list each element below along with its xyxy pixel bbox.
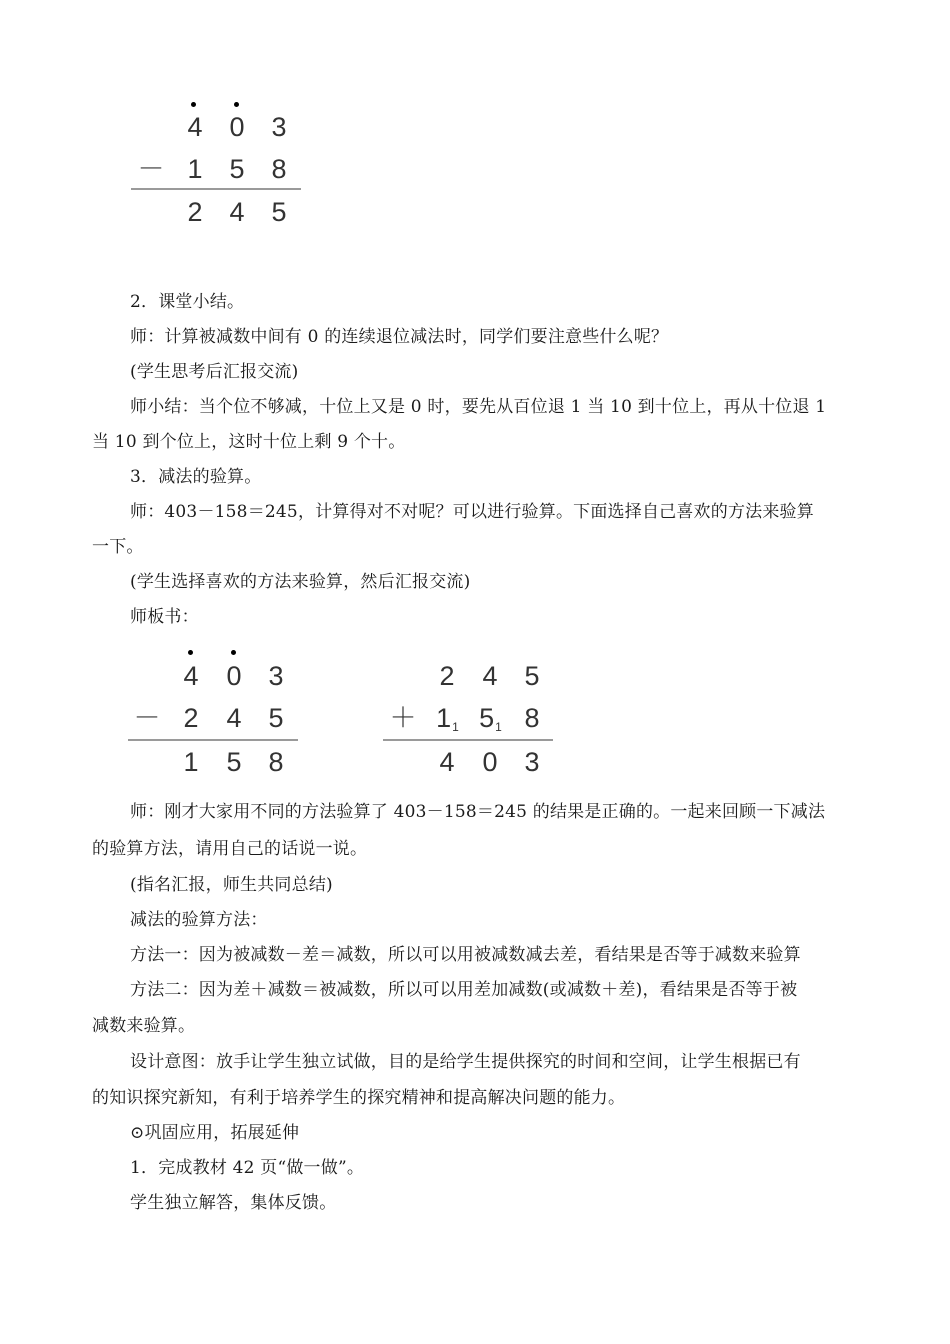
text-line: (指名汇报，师生共同总结) — [130, 875, 333, 895]
carry-mark: 1 — [495, 720, 502, 734]
text-line: 方法二：因为差＋减数＝被减数，所以可以用差加减数(或减数＋差)，看结果是否等于被 — [130, 980, 798, 1000]
digit: 0 — [229, 112, 245, 142]
operator: ＋ — [389, 703, 417, 733]
borrow-dot — [231, 650, 236, 655]
operator: － — [133, 703, 161, 733]
digit: 5 — [479, 703, 495, 733]
digit: 4 — [226, 703, 242, 733]
result-line — [383, 739, 553, 741]
result-line — [131, 188, 301, 190]
digit: 4 — [439, 747, 455, 777]
text-line: 减法的验算方法： — [130, 910, 268, 930]
digit: 5 — [524, 661, 540, 691]
digit: 0 — [482, 747, 498, 777]
digit: 4 — [187, 112, 203, 142]
text-line: 师板书： — [130, 607, 199, 627]
digit: 4 — [482, 661, 498, 691]
text-line: 当 10 到个位上，这时十位上剩 9 个十。 — [92, 432, 406, 452]
text-line: 设计意图：放手让学生独立试做，目的是给学生提供探究的时间和空间，让学生根据已有 — [130, 1052, 801, 1072]
text-line: 师小结：当个位不够减，十位上又是 0 时，要先从百位退 1 当 10 到十位上，再从十位退 1 — [130, 397, 827, 417]
text-line: 的知识探究新知，有利于培养学生的探究精神和提高解决问题的能力。 — [92, 1088, 626, 1108]
carry-mark: 1 — [452, 720, 459, 734]
text-line: 3．减法的验算。 — [130, 467, 262, 487]
digit: 0 — [226, 661, 242, 691]
digit: 5 — [271, 197, 287, 227]
borrow-dot — [234, 102, 239, 107]
digit: 3 — [268, 661, 284, 691]
digit: 5 — [268, 703, 284, 733]
text-line: 师：刚才大家用不同的方法验算了 403－158＝245 的结果是正确的。一起来回顾一下减法 — [130, 802, 826, 822]
digit-with-carry — [474, 703, 506, 738]
borrow-dot — [188, 650, 193, 655]
operator: － — [137, 154, 165, 184]
digit: 4 — [183, 661, 199, 691]
result-line — [128, 739, 298, 741]
digit: 5 — [229, 154, 245, 184]
digit: 8 — [268, 747, 284, 777]
text-line: 方法一：因为被减数－差＝减数，所以可以用被减数减去差，看结果是否等于减数来验算 — [130, 945, 801, 965]
digit: 2 — [183, 703, 199, 733]
text-line: 减数来验算。 — [92, 1016, 196, 1036]
text-line: 2．课堂小结。 — [130, 292, 245, 312]
digit: 1 — [187, 154, 203, 184]
digit: 2 — [439, 661, 455, 691]
text-line: (学生选择喜欢的方法来验算，然后汇报交流) — [130, 572, 471, 592]
digit-with-carry — [431, 703, 463, 738]
borrow-dot — [191, 102, 196, 107]
digit: 8 — [524, 703, 540, 733]
text-line: 师：403－158＝245，计算得对不对呢？可以进行验算。下面选择自己喜欢的方法来验算 — [130, 502, 814, 522]
digit: 5 — [226, 747, 242, 777]
digit: 1 — [183, 747, 199, 777]
digit: 1 — [436, 703, 452, 733]
digit: 3 — [271, 112, 287, 142]
digit: 4 — [229, 197, 245, 227]
text-line: 一下。 — [92, 537, 144, 557]
digit: 8 — [271, 154, 287, 184]
digit: 2 — [187, 197, 203, 227]
text-line: 学生独立解答，集体反馈。 — [130, 1193, 337, 1213]
text-line: (学生思考后汇报交流) — [130, 362, 299, 382]
digit: 3 — [524, 747, 540, 777]
text-line: 1．完成教材 42 页“做一做”。 — [130, 1158, 365, 1178]
text-line: 师：计算被减数中间有 0 的连续退位减法时，同学们要注意些什么呢？ — [130, 327, 669, 347]
text-line: 的验算方法，请用自己的话说一说。 — [92, 839, 368, 859]
text-line: ⊙巩固应用，拓展延伸 — [130, 1123, 300, 1143]
